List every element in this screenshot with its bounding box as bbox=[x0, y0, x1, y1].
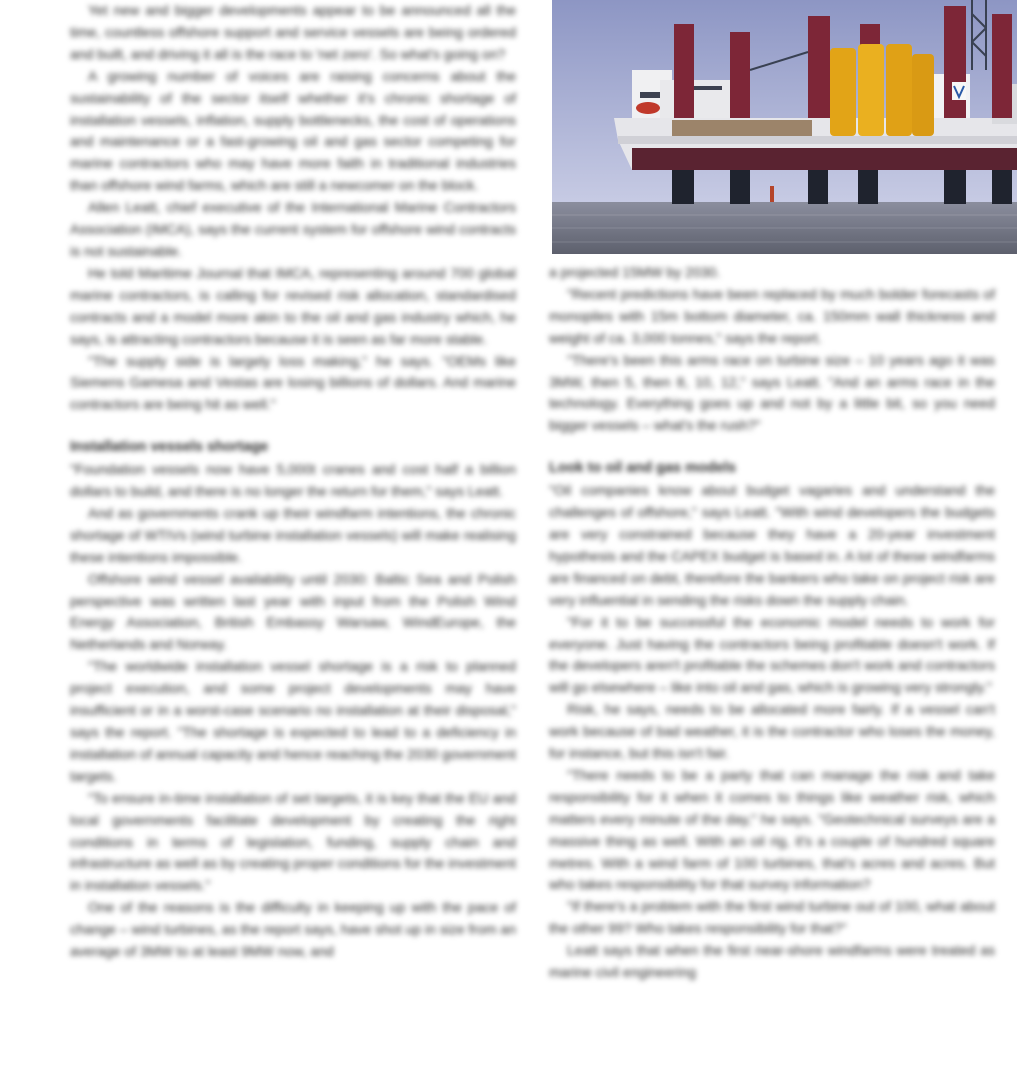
paragraph: One of the reasons is the difficulty in keeping up with the pace of change – wind turbines, as the report says, have shot up in size from an average of 3MW to at least 9MW now, and bbox=[70, 899, 516, 960]
paragraph: "The worldwide installation vessel shortage is a risk to planned project execution, and some project developments may have insufficient or in a worst-case scenario no installation at their disposal," says the report. "The shortage is expected to lead to a deficiency in installation of annual capacity and hence reaching the 2030 government targets. bbox=[70, 658, 516, 784]
paragraph: "For it to be successful the economic model needs to work for everyone. Just having the contractors being profitable doesn't work. If the developers aren't profitable the schemes don't work and contractors will go elsewhere – like into oil and gas, which is growing very strongly." bbox=[549, 613, 995, 696]
paragraph: Risk, he says, needs to be allocated more fairly. If a vessel can't work because of bad weather, it is the contractor who loses the money, for instance, but this isn't fair. bbox=[549, 701, 995, 762]
paragraph: "Oil companies know about budget vagaries and understand the challenges of offshore," says Leatt. "With wind developers the budgets are very constrained because they have a 20-year investment hypothesis and the CAPEX budget is based in. A lot of these windfarms are financed on debt, therefore the bankers who take on project risk are very influential in sending the risks down the supply chain. bbox=[549, 482, 995, 608]
vessel-illustration bbox=[552, 0, 1017, 254]
paragraph: "If there's a problem with the first wind turbine out of 100, what about the other 99? Who takes responsibility for that?" bbox=[549, 898, 995, 937]
section-heading: Look to oil and gas models bbox=[549, 460, 736, 477]
paragraph: And as governments crank up their windfarm intentions, the chronic shortage of WTIVs (wind turbine installation vessels) will make realising these intentions impossible. bbox=[70, 504, 516, 565]
paragraph: "To ensure in-time installation of set targets, it is key that the EU and local governments facilitate development by creating the right conditions in terms of legislation, funding, supply chain and infrastructure as well as by creating proper conditions for the investment in installation vessels." bbox=[70, 789, 516, 894]
paragraph: A growing number of voices are raising concerns about the sustainability of the sector itself whether it's chronic shortage of installation vessels, inflation, supply bottlenecks, the cost of operations and maintenance or a fast-growing oil and gas sector competing for marine contractors who may have more faith in traditional industries than offshore wind farms, which are still a newcomer on the block. bbox=[70, 67, 516, 194]
paragraph: a projected 15MW by 2030. bbox=[549, 264, 721, 280]
right-column bbox=[549, 262, 995, 984]
vessel-photo bbox=[552, 0, 1017, 254]
paragraph: Yet new and bigger developments appear to be announced all the time, countless offshore support and service vessels are being ordered and built, and driving it all is the race to 'net zero'. So what's going on? bbox=[70, 2, 516, 62]
paragraph: "There's been this arms race on turbine size – 10 years ago it was 3MW, then 5, then 8, 10, 12," says Leatt. "And an arms race in the technology. Everything goes up and not by a little bit, so you need bigger vessels – what's the rush?" bbox=[549, 351, 995, 434]
paragraph: "Recent predictions have been replaced by much bolder forecasts of monopiles with 15m bottom diameter, ca. 150mm wall thickness and weight of ca. 3,000 tonnes," says the report. bbox=[549, 285, 995, 346]
paragraph: He told Maritime Journal that IMCA, representing around 700 global marine contractors, is calling for revised risk allocation, standardised contracts and a model more akin to the oil and gas industry which, he says, is attracting contractors because it is seen as far more stable. bbox=[70, 264, 516, 347]
paragraph: Offshore wind vessel availability until 2030: Baltic Sea and Polish perspective was written last year with input from the Polish Wind Energy Association, British Embassy Warsaw, WindEurope, the Netherlands and Norway. bbox=[70, 570, 516, 653]
left-column bbox=[70, 0, 516, 963]
paragraph: "Foundation vessels now have 5,000t cranes and cost half a billion dollars to build, and there is no longer the return for them," says Leatt. bbox=[70, 461, 516, 500]
paragraph: "The supply side is largely loss making," he says. "OEMs like Siemens Gamesa and Vestas are losing billions of dollars. And marine contractors are being hit as well." bbox=[70, 352, 516, 413]
paragraph: "There needs to be a party that can manage the risk and take responsibility for it when it comes to things like weather risk, which matters every minute of the day," he says. "Geotechnical surveys are a massive thing as well. With an oil rig, it's a couple of hundred square metres. With a wind farm of 100 turbines, that's acres and acres. But who takes responsibility for that survey information? bbox=[549, 766, 995, 893]
section-heading: Installation vessels shortage bbox=[70, 439, 269, 456]
paragraph: Allen Leatt, chief executive of the International Marine Contractors Association (IMCA), says the current system for offshore wind contracts is not sustainable. bbox=[70, 199, 516, 259]
paragraph: Leatt says that when the first near-shore windfarms were treated as marine civil engineering bbox=[549, 942, 995, 981]
